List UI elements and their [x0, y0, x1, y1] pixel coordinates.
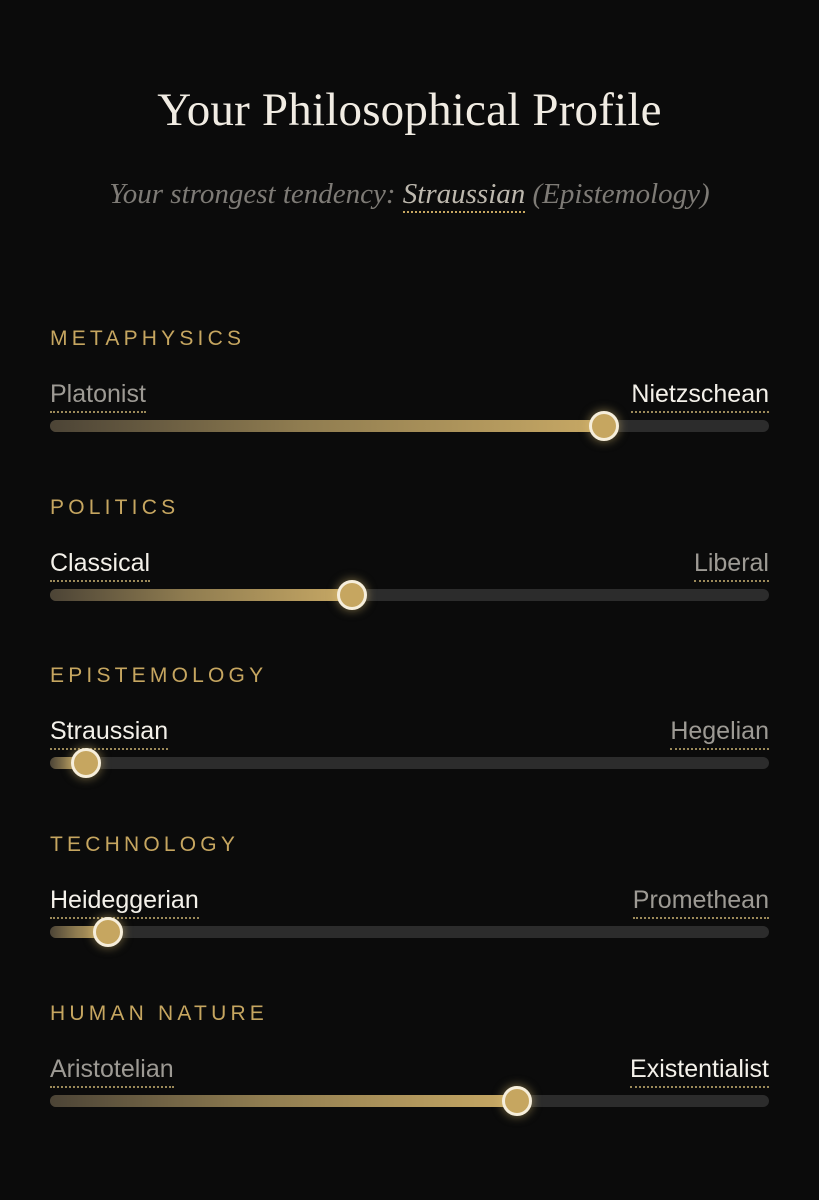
right-pole-label[interactable]: Liberal: [694, 548, 769, 582]
left-pole-label[interactable]: Aristotelian: [50, 1054, 174, 1088]
slider-thumb[interactable]: [93, 917, 123, 947]
slider-thumb[interactable]: [589, 411, 619, 441]
slider-fill: [50, 589, 352, 601]
slider-track[interactable]: [50, 589, 769, 601]
axis-human-nature: [50, 1002, 769, 1122]
slider-track[interactable]: [50, 757, 769, 769]
axis-name: EPISTEMOLOGY: [50, 664, 268, 687]
axis-epistemology: [50, 664, 769, 784]
slider-fill: [50, 420, 604, 432]
right-pole-label[interactable]: Nietzschean: [631, 379, 769, 413]
right-pole-label[interactable]: Promethean: [633, 885, 769, 919]
axis-technology: [50, 833, 769, 953]
subtitle-suffix: (Epistemology): [525, 178, 710, 210]
strongest-tendency-link[interactable]: Straussian: [403, 178, 525, 213]
left-pole-label[interactable]: Platonist: [50, 379, 146, 413]
slider-track[interactable]: [50, 1095, 769, 1107]
page-subtitle: [0, 174, 819, 214]
left-pole-label[interactable]: Classical: [50, 548, 150, 582]
left-pole-label[interactable]: Straussian: [50, 716, 168, 750]
slider-fill: [50, 1095, 517, 1107]
slider-track[interactable]: [50, 926, 769, 938]
axis-name: METAPHYSICS: [50, 327, 246, 350]
subtitle-prefix: Your strongest tendency:: [109, 178, 403, 210]
right-pole-label[interactable]: Existentialist: [630, 1054, 769, 1088]
slider-thumb[interactable]: [502, 1086, 532, 1116]
axis-name: HUMAN NATURE: [50, 1002, 269, 1025]
left-pole-label[interactable]: Heideggerian: [50, 885, 199, 919]
slider-thumb[interactable]: [337, 580, 367, 610]
axis-name: TECHNOLOGY: [50, 833, 240, 856]
right-pole-label[interactable]: Hegelian: [670, 716, 769, 750]
slider-thumb[interactable]: [71, 748, 101, 778]
axis-name: POLITICS: [50, 496, 180, 519]
axis-metaphysics: [50, 327, 769, 447]
axis-politics: [50, 496, 769, 616]
page-title: Your Philosophical Profile: [157, 84, 662, 136]
slider-track[interactable]: [50, 420, 769, 432]
